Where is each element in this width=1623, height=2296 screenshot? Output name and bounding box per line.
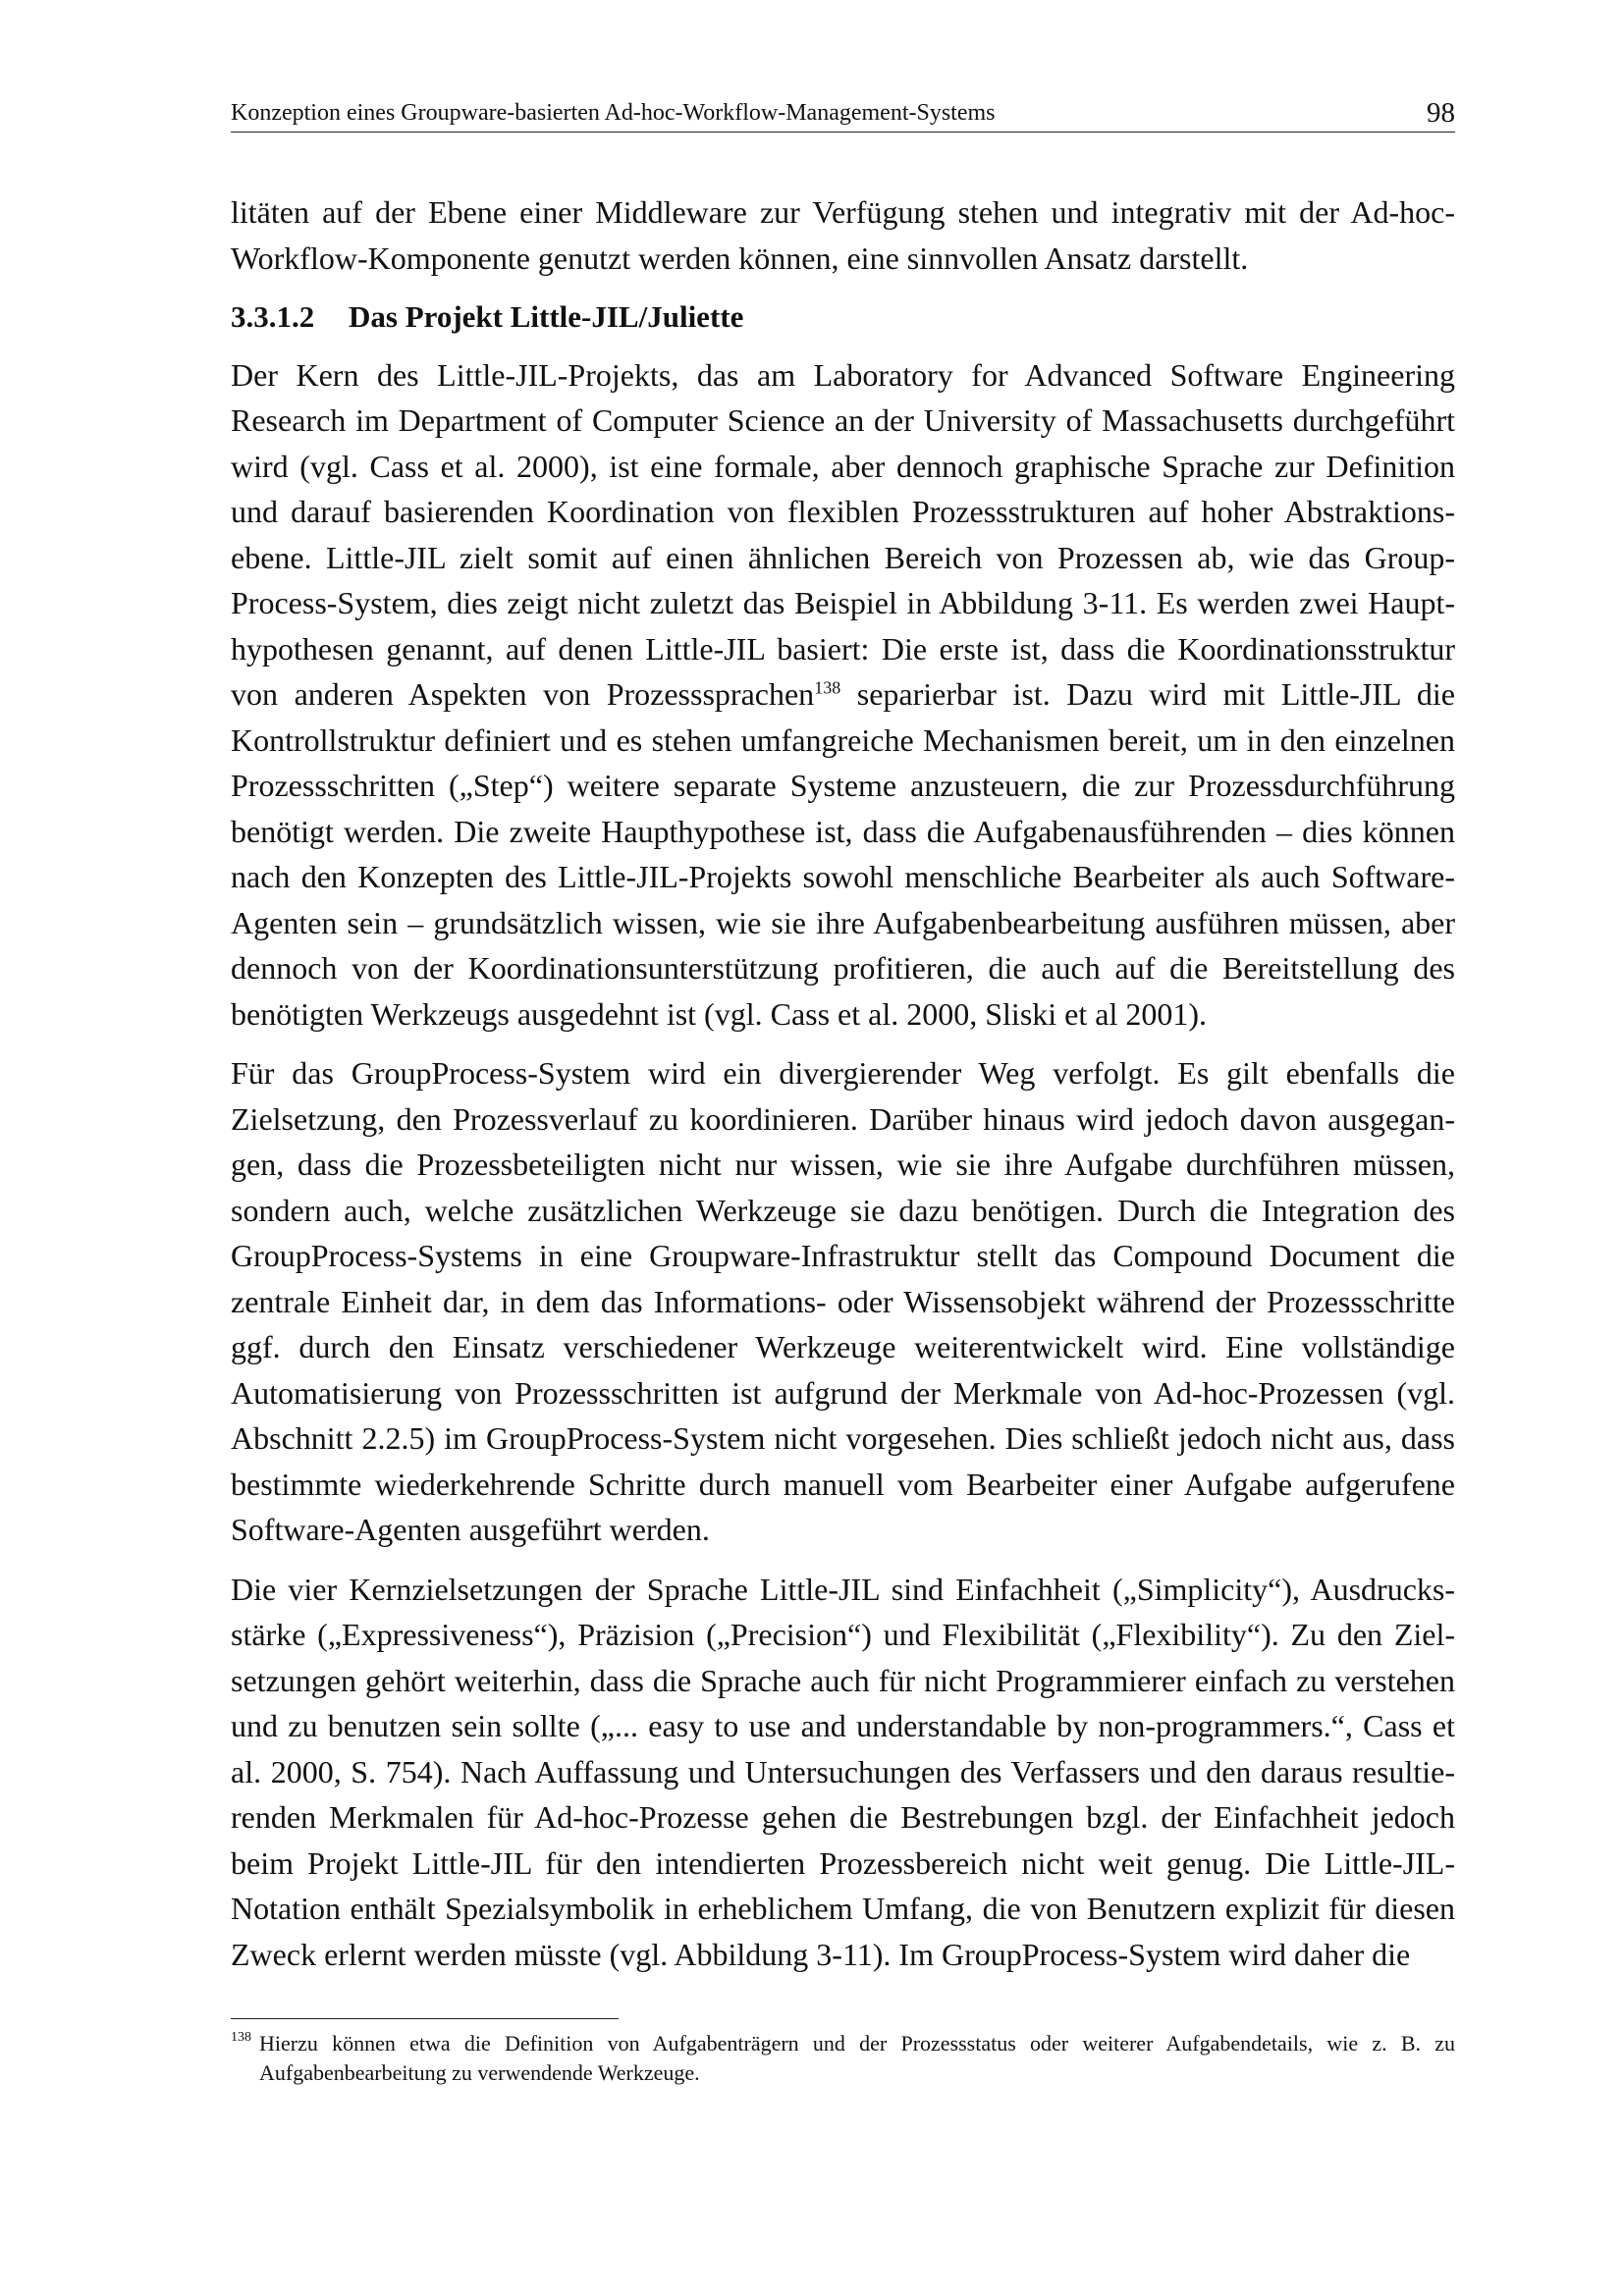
header-title: Konzeption eines Groupware-basierten Ad-hoc-Workflow-Management-Systems — [231, 100, 996, 126]
paragraph-little-jil-intro — [231, 352, 1455, 1038]
footnote — [231, 2029, 1455, 2088]
paragraph-text: Der Kern des Little-JIL-Projekts, das am Laboratory for Advanced Software Engineering Research im Department of Computer Science an der University of Massachusetts durchgeführt wird (vgl. Cass et al. 2000), ist eine formale, aber dennoch graphische Sprache zur Definition und darauf basierenden Koordination von flexiblen Prozessstrukturen auf hoher Abstraktionsebene. Little-JIL zielt somit auf einen ähnlichen Bereich von Prozessen ab, wie das GroupProcess-System, dies zeigt nicht zuletzt das Beispiel in Abbildung 3-11. Es werden zwei Haupthypothesen genannt, auf denen Little-JIL basiert: Die erste ist, dass die Koordinationsstruktur von anderen Aspekten von Prozesssprachen — [231, 356, 1455, 712]
page-number: 98 — [1427, 97, 1455, 129]
section-title: Das Projekt Little-JIL/Juliette — [349, 299, 744, 334]
footnote-reference: 138 — [814, 677, 841, 698]
footnote-text: Hierzu können etwa die Definition von Aufgabenträgern und der Prozessstatus oder weiterer Aufgabendetails, wie z. B. zu Aufgabenbearbeitung zu verwendende Werkzeuge. — [259, 2031, 1455, 2085]
running-header — [231, 98, 1455, 133]
paragraph-groupprocess: Für das GroupProcess-System wird ein divergierender Weg verfolgt. Es gilt ebenfalls die Zielsetzung, den Prozessverlauf zu koordinieren. Darüber hinaus wird jedoch davon ausgegangen, dass die Prozessbeteiligten nicht nur wissen, wie sie ihre Aufgabe durchführen müssen, sondern auch, welche zusätzlichen Werkzeuge sie dazu benötigen. Durch die Integration des GroupProcess-Systems in eine Groupware-Infrastruktur stellt das Compound Document die zentrale Einheit dar, in dem das Informations- oder Wissensobjekt während der Prozessschritte ggf. durch den Einsatz verschiedener Werkzeuge weiterentwickelt wird. Eine vollständige Automatisierung von Prozessschritten ist aufgrund der Merkmale von Ad-hoc-Prozessen (vgl. Abschnitt 2.2.5) im GroupProcess-System nicht vorgesehen. Dies schließt jedoch nicht aus, dass bestimmte wiederkehrende Schritte durch manuell vom Bearbeiter einer Aufgabe aufgerufene Software-Agenten ausgeführt werden. — [231, 1055, 1455, 1547]
paragraph-continuation: litäten auf der Ebene einer Middleware zur Verfügung stehen und integrativ mit der Ad-hoc-Workflow-Komponente genutzt werden können, eine sinnvollen Ansatz darstellt. — [231, 194, 1455, 276]
footnote-mark: 138 — [231, 2030, 251, 2045]
paragraph-text: separierbar ist. Dazu wird mit Little-JIL die Kontrollstruktur definiert und es stehen umfangreiche Mechanismen bereit, um in den einzelnen Prozessschritten („Step“) weitere separate Systeme anzusteuern, die zur Prozessdurchführung benötigt werden. Die zweite Haupthypothese ist, dass die Aufgabenausführenden – dies können nach den Konzepten des Little-JIL-Projekts sowohl menschliche Bearbeiter als auch Software-Agenten sein – grundsätzlich wissen, wie sie ihre Aufgabenbearbeitung ausführen müssen, aber dennoch von der Koordinationsunterstützung profitieren, die auch auf die Bereitstellung des benötigten Werkzeugs ausgedehnt ist (vgl. Cass et al. 2000, Sliski et al 2001). — [231, 676, 1456, 1032]
section-number: 3.3.1.2 — [231, 299, 315, 334]
footnote-divider — [231, 2018, 619, 2019]
paragraph-kernzielsetzungen: Die vier Kernzielsetzungen der Sprache Little-JIL sind Einfachheit („Simplicity“), Ausdrucksstärke („Expressiveness“), Präzision („Precision“) und Flexibilität („Flexibility“). Zu den Zielsetzungen gehört weiterhin, dass die Sprache auch für nicht Programmierer einfach zu verstehen und zu benutzen sein sollte („... easy to use and understandable by non-programmers.“, Cass et al. 2000, S. 754). Nach Auffassung und Untersuchungen des Verfassers und den daraus resultierenden Merkmalen für Ad-hoc-Prozesse gehen die Bestrebungen bzgl. der Einfachheit jedoch beim Projekt Little-JIL für den intendierten Prozessbereich nicht weit genug. Die Little-JIL-Notation enthält Spezialsymbolik in erheblichem Umfang, die von Benutzern explizit für diesen Zweck erlernt werden müsste (vgl. Abbildung 3-11). Im GroupProcess-System wird daher die — [231, 1571, 1455, 1972]
body-text — [231, 189, 1455, 1977]
document-page — [231, 98, 1455, 2088]
section-heading — [231, 294, 1455, 341]
